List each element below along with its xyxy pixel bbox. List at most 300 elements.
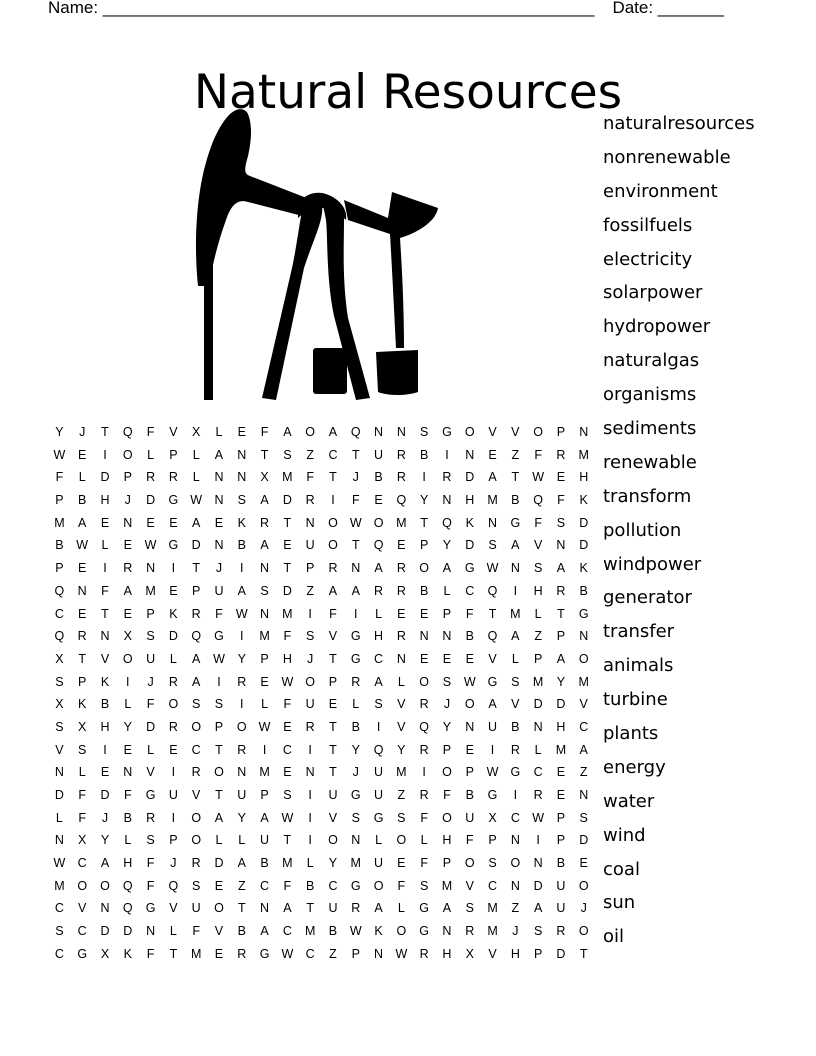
grid-letter: G (487, 788, 498, 802)
grid-letter: V (533, 538, 543, 553)
grid-letter: Q (487, 629, 498, 644)
grid-letter: C (374, 651, 384, 666)
grid-letter: C (77, 856, 87, 871)
grid-letter: F (306, 470, 314, 485)
grid-letter: B (579, 583, 588, 598)
word-list-item: electricity (603, 248, 693, 270)
grid-letter: V (169, 901, 178, 916)
grid-letter: A (260, 493, 269, 508)
grid-letter: C (54, 901, 64, 916)
word-list-item: hydropower (603, 316, 711, 338)
grid-letter: F (465, 606, 474, 621)
grid-letter: K (78, 697, 87, 712)
grid-letter: F (465, 833, 474, 848)
grid-letter: V (511, 425, 520, 439)
grid-letter: G (168, 493, 179, 508)
grid-letter: S (55, 674, 64, 689)
grid-letter: T (283, 515, 292, 530)
grid-letter: S (533, 924, 543, 939)
grid-letter: D (579, 538, 589, 553)
grid-letter: T (192, 561, 200, 576)
grid-letter: A (556, 651, 566, 666)
word-list-item: sediments (603, 418, 697, 440)
grid-letter: K (237, 515, 246, 530)
grid-letter: I (513, 583, 518, 598)
grid-letter: L (215, 833, 223, 848)
grid-letter: P (533, 946, 543, 961)
grid-letter: E (465, 742, 474, 757)
grid-letter: I (308, 810, 312, 825)
grid-letter: O (464, 697, 475, 712)
grid-letter: X (260, 470, 269, 485)
word-list-item: energy (603, 756, 666, 778)
grid-letter: N (214, 538, 224, 553)
grid-letter: H (100, 719, 110, 734)
grid-letter: Q (373, 538, 384, 553)
grid-letter: V (465, 878, 474, 893)
grid-letter: E (465, 651, 474, 666)
grid-letter: V (78, 901, 87, 916)
grid-letter: I (376, 719, 381, 734)
grid-letter: A (488, 697, 497, 712)
grid-letter: R (146, 470, 156, 485)
grid-letter: W (235, 606, 248, 621)
grid-letter: M (145, 583, 156, 598)
grid-letter: J (443, 697, 451, 712)
grid-letter: G (145, 901, 156, 916)
grid-letter: V (192, 788, 201, 802)
grid-letter: O (396, 924, 407, 939)
grid-letter: G (510, 765, 521, 780)
grid-letter: D (100, 924, 110, 939)
grid-letter: P (533, 651, 543, 666)
grid-letter: R (556, 583, 566, 598)
grid-letter: O (464, 856, 475, 871)
grid-letter: P (488, 833, 497, 848)
grid-letter: J (170, 856, 177, 871)
grid-letter: T (329, 470, 337, 485)
grid-letter: E (442, 651, 452, 666)
grid-letter: O (464, 425, 475, 439)
grid-letter: A (511, 538, 520, 553)
grid-row (48, 829, 595, 852)
grid-row (48, 421, 595, 444)
grid-letter: W (532, 810, 545, 825)
grid-letter: T (329, 742, 337, 757)
grid-letter: F (329, 606, 337, 621)
grid-letter: S (305, 629, 315, 644)
grid-row (48, 489, 595, 512)
grid-letter: M (441, 878, 453, 893)
word-list-item: animals (603, 655, 674, 677)
grid-letter: M (282, 856, 293, 871)
grid-letter: Z (579, 765, 588, 780)
grid-letter: I (354, 606, 358, 621)
grid-letter: I (240, 697, 244, 712)
grid-letter: W (486, 561, 499, 576)
grid-letter: R (556, 447, 566, 462)
grid-letter: T (329, 719, 337, 734)
grid-letter: B (260, 856, 269, 871)
grid-letter: D (282, 493, 292, 508)
grid-letter: C (282, 742, 292, 757)
grid-letter: N (442, 924, 452, 939)
grid-letter: L (55, 810, 63, 825)
grid-letter: E (214, 946, 224, 961)
grid-letter: B (465, 788, 474, 802)
grid-letter: B (351, 719, 360, 734)
grid-letter: W (281, 674, 294, 689)
grid-letter: T (260, 447, 269, 462)
grid-letter: E (556, 765, 566, 780)
grid-letter: L (78, 470, 86, 485)
word-list-item: renewable (603, 451, 697, 473)
grid-letter: M (396, 765, 407, 780)
grid-letter: A (328, 425, 338, 439)
grid-letter: N (260, 561, 270, 576)
grid-letter: M (54, 878, 65, 893)
grid-letter: A (283, 425, 292, 439)
grid-letter: S (351, 810, 360, 825)
grid-letter: N (351, 561, 361, 576)
grid-row (48, 466, 595, 489)
grid-letter: Q (419, 719, 430, 734)
grid-letter: L (420, 833, 428, 848)
grid-row (48, 920, 595, 943)
grid-letter: T (306, 901, 314, 916)
grid-letter: O (122, 447, 133, 462)
grid-letter: A (351, 583, 360, 598)
grid-letter: O (168, 697, 179, 712)
grid-letter: A (260, 924, 269, 939)
grid-letter: P (556, 425, 566, 439)
grid-letter: V (214, 924, 224, 939)
grid-row (48, 625, 595, 648)
grid-letter: F (78, 810, 87, 825)
grid-letter: R (533, 788, 543, 802)
grid-letter: N (396, 425, 406, 439)
grid-letter: T (351, 447, 360, 462)
grid-letter: R (351, 674, 361, 689)
grid-letter: T (351, 538, 360, 553)
grid-letter: J (352, 470, 359, 485)
grid-letter: G (350, 651, 361, 666)
grid-letter: M (304, 924, 316, 939)
grid-letter: M (282, 606, 293, 621)
grid-letter: S (442, 674, 452, 689)
grid-letter: I (217, 674, 221, 689)
grid-letter: R (237, 674, 247, 689)
grid-letter: A (100, 856, 110, 871)
grid-letter: F (397, 878, 406, 893)
grid-letter: N (237, 765, 247, 780)
grid-letter: L (192, 470, 200, 485)
grid-letter: S (579, 810, 588, 825)
grid-letter: K (465, 515, 474, 530)
grid-letter: V (579, 697, 588, 712)
grid-letter: Q (54, 583, 65, 598)
grid-letter: T (579, 946, 588, 961)
grid-letter: B (511, 719, 520, 734)
grid-letter: U (374, 765, 384, 780)
grid-letter: I (513, 788, 518, 802)
grid-letter: T (169, 946, 178, 961)
grid-letter: F (443, 788, 451, 802)
grid-letter: A (192, 515, 201, 530)
grid-letter: F (534, 447, 542, 462)
grid-letter: B (556, 856, 566, 871)
grid-letter: J (352, 765, 359, 780)
word-list-item: sun (603, 892, 636, 914)
grid-letter: W (463, 674, 476, 689)
grid-letter: D (54, 788, 64, 802)
grid-letter: F (123, 788, 132, 802)
grid-letter: S (146, 629, 155, 644)
grid-letter: D (168, 629, 178, 644)
grid-letter: M (487, 493, 498, 508)
grid-letter: R (168, 674, 178, 689)
grid-letter: N (510, 833, 520, 848)
grid-letter: P (123, 470, 132, 485)
grid-letter: J (307, 651, 314, 666)
grid-row (48, 444, 595, 467)
grid-letter: I (103, 447, 107, 462)
grid-letter: Y (100, 833, 110, 848)
grid-letter: O (373, 515, 384, 530)
grid-letter: I (308, 606, 312, 621)
grid-letter: I (422, 765, 426, 780)
grid-letter: S (465, 901, 474, 916)
grid-letter: A (556, 561, 566, 576)
grid-letter: N (533, 719, 543, 734)
grid-letter: E (123, 538, 132, 553)
grid-letter: B (305, 878, 315, 893)
word-list-item: wind (603, 824, 646, 846)
grid-letter: Y (328, 856, 338, 871)
grid-letter: P (305, 561, 315, 576)
grid-letter: E (100, 515, 110, 530)
grid-letter: Y (556, 674, 566, 689)
grid-letter: N (579, 425, 589, 439)
word-list-item: generator (603, 587, 692, 609)
grid-letter: W (144, 538, 157, 553)
grid-letter: F (192, 924, 200, 939)
grid-letter: J (101, 810, 109, 825)
grid-row (48, 852, 595, 875)
grid-letter: Z (237, 878, 246, 893)
grid-row (48, 807, 595, 830)
grid-letter: B (237, 924, 246, 939)
grid-letter: R (396, 583, 406, 598)
grid-letter: U (146, 651, 156, 666)
grid-letter: O (419, 561, 430, 576)
grid-letter: M (396, 515, 407, 530)
grid-letter: A (283, 901, 292, 916)
grid-letter: J (215, 561, 223, 576)
grid-letter: B (123, 810, 132, 825)
grid-letter: H (100, 493, 110, 508)
grid-letter: N (123, 765, 133, 780)
grid-letter: I (490, 742, 495, 757)
grid-row (48, 784, 595, 807)
word-list-item: water (603, 790, 655, 812)
word-list-item: nonrenewable (603, 146, 731, 168)
grid-letter: V (169, 425, 178, 439)
grid-letter: R (305, 719, 315, 734)
grid-letter: P (55, 493, 64, 508)
grid-letter: Z (306, 583, 314, 598)
grid-letter: N (374, 946, 384, 961)
grid-letter: T (420, 515, 428, 530)
grid-letter: T (101, 425, 109, 439)
grid-letter: R (260, 515, 270, 530)
grid-row (48, 716, 595, 739)
grid-letter: N (579, 629, 589, 644)
grid-letter: D (123, 924, 133, 939)
name-field-label: Name: ____________________________________________________ (48, 0, 595, 17)
grid-letter: T (283, 833, 292, 848)
grid-letter: G (419, 924, 430, 939)
grid-letter: L (534, 742, 542, 757)
grid-letter: U (328, 788, 338, 802)
grid-letter: C (579, 719, 589, 734)
grid-letter: N (260, 901, 270, 916)
grid-letter: F (534, 515, 542, 530)
grid-letter: S (419, 878, 429, 893)
grid-letter: N (351, 833, 361, 848)
grid-letter: N (123, 515, 133, 530)
grid-row (48, 693, 595, 716)
grid-letter: L (192, 447, 200, 462)
grid-letter: I (308, 833, 312, 848)
grid-letter: L (375, 833, 383, 848)
grid-letter: A (488, 470, 497, 485)
grid-letter: T (511, 470, 520, 485)
grid-letter: V (488, 425, 497, 439)
word-list-item: fossilfuels (603, 214, 693, 236)
grid-letter: P (556, 833, 566, 848)
grid-letter: F (260, 425, 269, 439)
grid-letter: Q (122, 878, 133, 893)
grid-letter: H (374, 629, 384, 644)
grid-letter: L (147, 447, 155, 462)
grid-letter: S (78, 742, 87, 757)
grid-letter: P (78, 674, 87, 689)
grid-letter: M (487, 924, 498, 939)
grid-letter: J (147, 674, 154, 689)
grid-letter: R (77, 629, 87, 644)
grid-letter: N (305, 515, 315, 530)
grid-letter: V (146, 765, 155, 780)
grid-letter: S (488, 856, 497, 871)
grid-letter: P (556, 629, 566, 644)
grid-row (48, 557, 595, 580)
grid-letter: W (281, 946, 294, 961)
grid-letter: O (442, 765, 452, 780)
grid-letter: Y (442, 719, 452, 734)
grid-letter: B (55, 538, 64, 553)
grid-letter: N (146, 561, 156, 576)
grid-letter: E (260, 674, 269, 689)
page-title: Natural Resources (193, 65, 623, 121)
grid-letter: Q (54, 629, 65, 644)
grid-letter: U (191, 901, 201, 916)
grid-letter: R (374, 583, 384, 598)
grid-letter: P (146, 606, 155, 621)
grid-letter: W (190, 493, 203, 508)
grid-letter: X (465, 946, 474, 961)
grid-letter: G (442, 425, 452, 439)
grid-letter: M (555, 742, 567, 757)
grid-letter: N (465, 719, 475, 734)
grid-letter: N (465, 447, 475, 462)
grid-letter: S (283, 447, 292, 462)
grid-letter: D (556, 946, 566, 961)
grid-letter: I (240, 561, 244, 576)
grid-letter: A (374, 901, 383, 916)
grid-letter: M (532, 674, 544, 689)
grid-letter: I (308, 788, 312, 802)
grid-letter: P (351, 946, 360, 961)
grid-letter: K (100, 674, 110, 689)
grid-letter: E (283, 765, 292, 780)
word-list (603, 111, 755, 958)
grid-row (48, 534, 595, 557)
grid-letter: S (146, 833, 155, 848)
grid-letter: W (395, 946, 408, 961)
grid-letter: E (169, 583, 178, 598)
grid-letter: D (533, 697, 543, 712)
grid-letter: H (556, 719, 566, 734)
grid-letter: C (488, 878, 498, 893)
grid-letter: G (510, 515, 521, 530)
grid-letter: S (192, 878, 201, 893)
grid-letter: L (169, 924, 177, 939)
grid-row (48, 761, 595, 784)
grid-letter: P (419, 538, 429, 553)
grid-letter: Z (329, 946, 337, 961)
grid-row (48, 512, 595, 535)
grid-letter: Y (55, 425, 64, 439)
grid-letter: S (237, 493, 246, 508)
grid-letter: W (258, 719, 271, 734)
grid-letter: O (533, 425, 543, 439)
grid-letter: M (487, 901, 498, 916)
grid-letter: Q (487, 583, 498, 598)
grid-letter: I (445, 447, 449, 462)
grid-letter: X (78, 719, 87, 734)
grid-letter: Q (373, 742, 384, 757)
grid-letter: D (556, 697, 566, 712)
grid-letter: F (215, 606, 223, 621)
grid-letter: O (419, 674, 430, 689)
grid-letter: T (215, 742, 223, 757)
grid-letter: M (578, 674, 589, 689)
grid-letter: L (511, 651, 519, 666)
word-list-item: turbine (603, 689, 668, 711)
grid-letter: V (511, 697, 520, 712)
grid-letter: C (465, 583, 475, 598)
grid-row (48, 897, 595, 920)
grid-letter: Y (419, 493, 429, 508)
grid-letter: F (146, 697, 155, 712)
grid-letter: U (374, 788, 384, 802)
grid-letter: B (237, 538, 246, 553)
grid-letter: N (237, 470, 247, 485)
grid-letter: D (146, 719, 156, 734)
grid-letter: W (213, 651, 225, 666)
grid-letter: F (55, 470, 64, 485)
